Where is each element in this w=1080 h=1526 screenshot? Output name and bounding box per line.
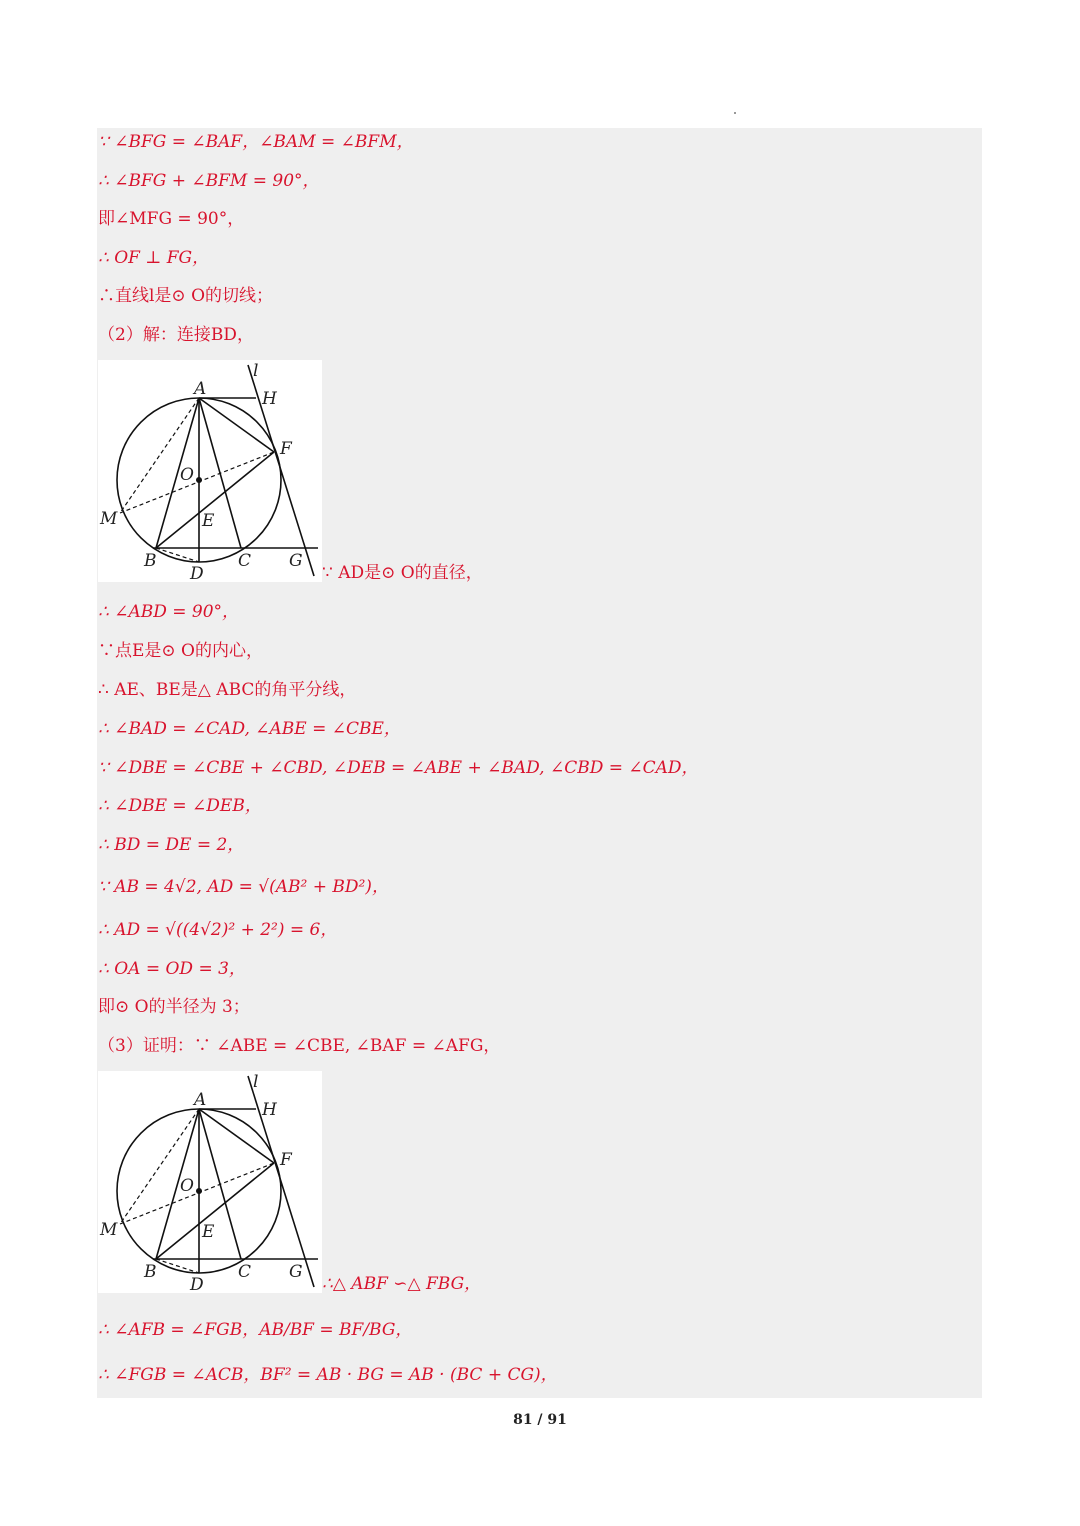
line-16: ∴ AD = √((4√2)² + 2²) = 6， [98,920,338,940]
line-18: 即⊙ O的半径为 3； [98,997,250,1017]
circle-diagram-2 [98,1071,322,1293]
label-m: M [100,509,118,529]
label-e: E [202,511,215,531]
label-e: E [202,1222,215,1242]
label-g: G [289,551,303,571]
line-14: ∴ BD = DE = 2， [98,835,245,855]
figure-1-caption: ∵ AD是⊙ O的直径， [322,563,483,583]
line-17: ∴ OA = OD = 3， [98,959,246,979]
line-9: ∵点E是⊙ O的内心， [98,641,263,661]
label-b: B [144,1262,157,1282]
line-10: ∴ AE、BE是△ ABC的角平分线， [98,680,357,700]
label-l: l [253,361,259,381]
label-a: A [194,379,207,399]
label-d: D [190,1275,204,1293]
label-o: O [180,465,194,485]
line-1: ∵ ∠BFG = ∠BAF，∠BAM = ∠BFM， [98,132,414,152]
label-h: H [262,389,277,409]
line-21: ∴ ∠AFB = ∠FGB，AB/BF = BF/BG， [98,1320,413,1340]
label-h: H [262,1100,277,1120]
label-m: M [100,1220,118,1240]
stray-dot [734,112,736,114]
label-l: l [253,1072,259,1092]
line-19: （3）证明：∵ ∠ABE = ∠CBE, ∠BAF = ∠AFG， [98,1036,501,1056]
line-22: ∴ ∠FGB = ∠ACB，BF² = AB · BG = AB · (BC + CG)， [98,1365,558,1385]
label-b: B [144,551,157,571]
circle-diagram-1 [98,360,322,582]
line-12: ∵ ∠DBE = ∠CBE + ∠CBD, ∠DEB = ∠ABE + ∠BAD, ∠CBD = ∠CAD， [98,758,699,778]
label-f: F [280,439,292,459]
label-o: O [180,1176,194,1196]
line-2: ∴ ∠BFG + ∠BFM = 90°， [98,171,320,191]
page-number: 81 / 91 [513,1412,567,1428]
line-6: （2）解：连接BD， [98,325,254,345]
label-a: A [194,1090,207,1110]
geometry-figure-2 [98,1071,322,1293]
label-c: C [238,551,252,571]
label-g: G [289,1262,303,1282]
line-4: ∴ OF ⊥ FG， [98,248,210,268]
label-d: D [190,564,204,582]
line-5: ∴直线l是⊙ O的切线； [98,286,274,306]
figure-2-caption: ∴△ ABF ∽△ FBG， [322,1274,482,1294]
line-13: ∴ ∠DBE = ∠DEB， [98,796,262,816]
line-11: ∴ ∠BAD = ∠CAD, ∠ABE = ∠CBE， [98,719,401,739]
label-f: F [280,1150,292,1170]
geometry-figure-1 [98,360,322,582]
line-8: ∴ ∠ABD = 90°， [98,602,240,622]
line-15: ∵ AB = 4√2, AD = √(AB² + BD²)， [98,877,389,897]
label-c: C [238,1262,252,1282]
line-3: 即∠MFG = 90°， [98,209,245,229]
